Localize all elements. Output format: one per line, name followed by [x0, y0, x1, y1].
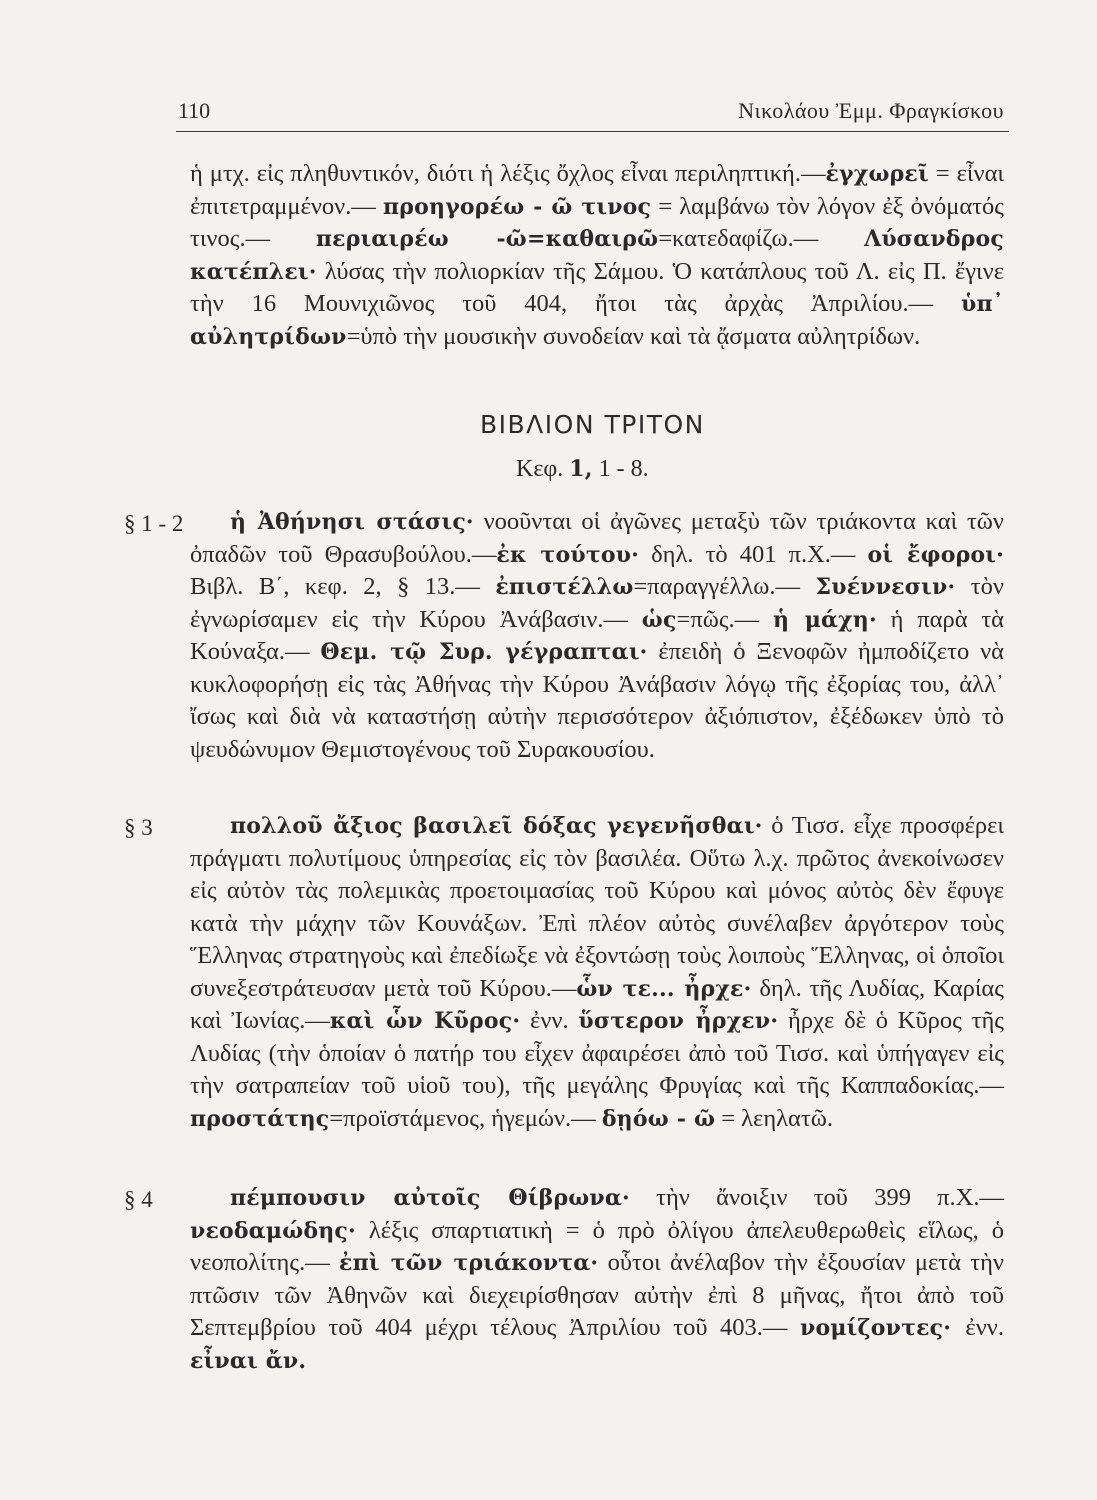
header-rule — [176, 131, 1009, 132]
section-label: § 4 — [124, 1187, 153, 1212]
page-header — [178, 98, 1008, 128]
section-paragraph: πέμπουσιν αὐτοῖς Θίβρωνα· τὴν ἄνοιξιν τοῦ 399 π.Χ.— νεοδαμώδης· λέξις σπαρτιατικὴ = ὁ πρὸ ὀλίγου ἀπελευθερωθεὶς εἵλως, ὁ νεοπολίτης.— ἐπὶ τῶν τριάκοντα· οὗτοι ἀνέλαβον τὴν ἐξουσίαν μετὰ τὴν πτῶσιν τῶν Ἀθηνῶν καὶ διεχειρίσθησαν αὐτὴν ἐπὶ 8 μῆνας, ἤτοι ἀπὸ τοῦ Σεπτεμβρίου τοῦ 404 μέχρι τέλους Ἀπριλίου τοῦ 403.— νομίζοντες· ἐνν. εἶναι ἄν. — [190, 1184, 1005, 1374]
section-paragraph: πολλοῦ ἄξιος βασιλεῖ δόξας γεγενῆσθαι· ὁ Τισσ. εἶχε προσφέρει πράγματι πολυτίμους ὑπηρεσίας εἰς τὸν βασιλέα. Οὕτω λ.χ. πρῶτος ἀνεκοίνωσεν εἰς αὐτὸν τὰς πολεμικὰς προετοιμασίας τοῦ Κύρου καὶ μόνος αὐτὸς δὲν ἔφυγε κατὰ τὴν μάχην τῶν Κουνάξων. Ἐπὶ πλέον αὐτὸς συνέλαβεν ἀργότερον τοὺς Ἕλληνας στρατηγοὺς καὶ ἐπεδίωξε νὰ ἐξοντώσῃ τοὺς λοιποὺς Ἕλληνας, οἱ ὁποῖοι συνεξεστράτευσαν μετὰ τοῦ Κύρου.—ὧν τε... ἦρχε· δηλ. τῆς Λυδίας, Καρίας καὶ Ἰωνίας.—καὶ ὧν Κῦρος· ἐνν. ὕστερον ἦρχεν· ἦρχε δὲ ὁ Κῦρος τῆς Λυδίας (τὴν ὁποίαν ὁ πατήρ του εἶχεν ἀφαιρέσει ἀπὸ τοῦ Τισσ. καὶ ὑπήγαγεν εἰς τὴν σατραπείαν τοῦ υἱοῦ του), τῆς μεγάλης Φρυγίας καὶ τῆς Καππαδοκίας.— προστάτης=προϊστάμενος, ἡγεμών.— δῃόω - ῶ = λεηλατῶ. — [190, 812, 1005, 1132]
section-paragraph: ἡ Ἀθήνησι στάσις· νοοῦνται οἱ ἀγῶνες μεταξὺ τῶν τριάκοντα καὶ τῶν ὀπαδῶν τοῦ Θρασυβούλου.—ἐκ τούτου· δηλ. τὸ 401 π.Χ.— οἱ ἔφοροι· Βιβλ. Β΄, κεφ. 2, § 13.— ἐπιστέλλω=παραγγέλλω.— Συέννεσιν· τὸν ἐγνωρίσαμεν εἰς τὴν Κύρου Ἀνάβασιν.— ὡς=πῶς.— ἡ μάχη· ἡ παρὰ τὰ Κούναξα.— Θεμ. τῷ Συρ. γέγραπται· ἐπειδὴ ὁ Ξενοφῶν ἠμποδίζετο νὰ κυκλοφορήσῃ εἰς τὰς Ἀθήνας τὴν Κύρου Ἀνάβασιν λόγῳ τῆς ἐξορίας του, ἀλλ᾽ ἴσως καὶ διὰ νὰ καταστήσῃ αὐτὴν περισσότερον ἀξιόπιστον, ἐξέδωκεν ὑπὸ τὸ ψευδώνυμον Θεμιστογένους τοῦ Συρακουσίου. — [190, 508, 1005, 763]
section-label: § 3 — [124, 815, 153, 840]
running-head: Νικολάου Ἐμμ. Φραγκίσκου — [738, 98, 1004, 123]
book-title: ΒΙΒΛΙΟΝ ΤΡΙΤΟΝ — [480, 410, 705, 439]
chapter-heading: Κεφ. 1, 1 - 8. — [516, 456, 649, 482]
page-number: 110 — [178, 98, 211, 123]
section-label: § 1 - 2 — [124, 511, 184, 536]
intro-paragraph: ἡ μτχ. εἰς πληθυντικόν, διότι ἡ λέξις ὄχλος εἶναι περιληπτική.—ἐγχωρεῖ = εἶναι ἐπιτετραμμένον.— προηγορέω - ῶ τινος = λαμβάνω τὸν λόγον ἐξ ὀνόματός τινος.— περιαιρέω -ῶ=καθαιρῶ=κατεδαφίζω.— Λύσανδρος κατέπλει· λύσας τὴν πολιορκίαν τῆς Σάμου. Ὁ κατάπλους τοῦ Λ. εἰς Π. ἔγινε τὴν 16 Μουνιχιῶνος τοῦ 404, ἤτοι τὰς ἀρχὰς Ἀπριλίου.— ὑπ᾽ αὐλητρίδων=ὑπὸ τὴν μουσικὴν συνοδείαν καὶ τὰ ᾄσματα αὐλητρίδων. — [190, 160, 1004, 350]
